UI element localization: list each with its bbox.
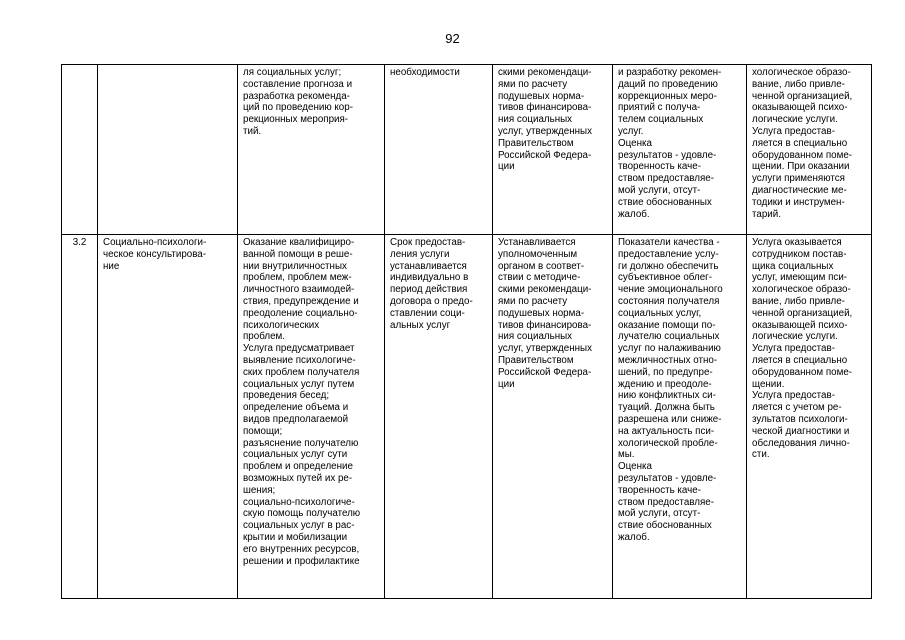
cell-per-capita-norm: скими рекомендаци- ями по расчету подушевых норма- тивов финансирова- ния социальных услуг, утвержденных Правительством Российской Федера- ции [493,65,613,235]
cell-service-term: Срок предостав- ления услуги устанавливается индивидуально в период действия договора о предо- ставлении соци- альных услуг [385,235,493,599]
cell-number [62,65,98,235]
cell-quality-indicators: Показатели качества - предоставление услу- ги должно обеспечить субъективное облег- чение эмоционального состояния получателя социальных услуг, оказание помощи по- лучателю социальных услуг по налаживанию межличностных отно- шений, по предупре- ждению и преодоле- нию конфликтных си- туаций. Должна быть разрешена или сниже- на актуальность пси- хологической пробле- мы. Оценка результатов - удовле- творенность каче- ством предоставляе- мой услуги, отсут- ствие обоснованных жалоб. [613,235,747,599]
cell-quality-indicators: и разработку рекомен- даций по проведению коррекционных меро- приятий с получа- телем социальных услуг. Оценка результатов - удовле- творенность каче- ством предоставляе- мой услуги, отсут- ствие обоснованных жалоб. [613,65,747,235]
table-row [62,235,872,599]
cell-service-term: необходимости [385,65,493,235]
page-number: 92 [445,31,460,46]
cell-per-capita-norm: Устанавливается уполномоченным органом в соответ- ствии с методиче- скими рекомендаци- ями по расчету подушевых норма- тивов финансирова- ния социальных услуг, утвержденных Правительством Российской Федера- ции [493,235,613,599]
cell-number: 3.2 [62,235,98,599]
cell-service-description: ля социальных услуг; составление прогноза и разработка рекоменда- ций по проведению кор- рекционных мероприя- тий. [238,65,385,235]
table-row [62,65,872,235]
cell-provision-conditions: Услуга оказывается сотрудником постав- щика социальных услуг, имеющим пси- хологическое образо- вание, либо привле- ченной организацией, оказывающей психо- логические услуги. Услуга предостав- ляется в специально оборудованном поме- щении. Услуга предостав- ляется с учетом ре- зультатов психологи- ческой диагностики и обследования лично- сти. [747,235,872,599]
services-table [61,64,872,599]
cell-service-name: Социально-психологи- ческое консультирова- ние [98,235,238,599]
cell-provision-conditions: хологическое образо- вание, либо привле- ченной организацией, оказывающей психо- логические услуги. Услуга предостав- ляется в специально оборудованном поме- щении. При оказании услуги применяются диагностические ме- тодики и инструмен- тарий. [747,65,872,235]
cell-service-description: Оказание квалифициро- ванной помощи в реше- нии внутриличностных проблем, проблем меж- личностного взаимодей- ствия, предупреждение и преодоление социально- психологических проблем. Услуга предусматривает выявление психологиче- ских проблем получателя социальных услуг путем проведения бесед; определение объема и видов предполагаемой помощи; разъяснение получателю социальных услуг сути проблем и определение возможных путей их ре- шения; социально-психологиче- скую помощь получателю социальных услуг в рас- крытии и мобилизации его внутренних ресурсов, решении и профилактике [238,235,385,599]
cell-service-name [98,65,238,235]
